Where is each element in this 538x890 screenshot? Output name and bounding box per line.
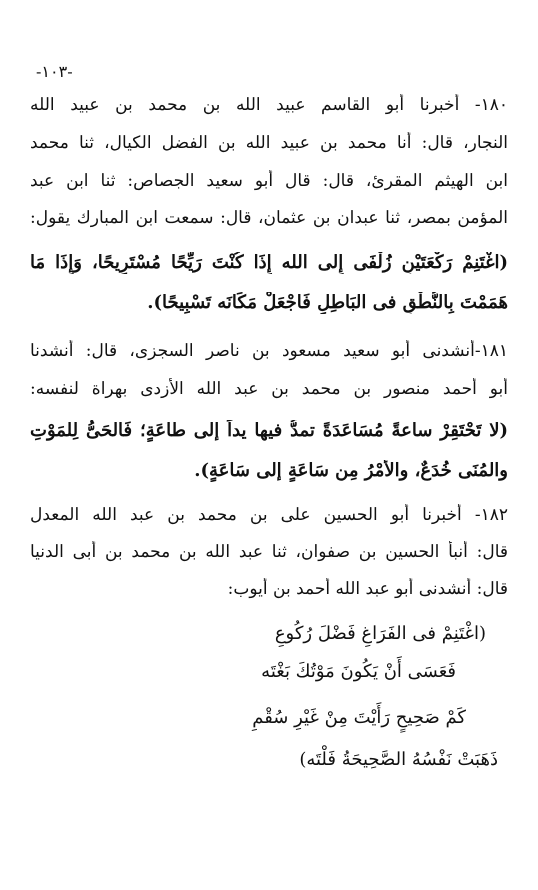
quote-line: والمُنَى خُدَعٌ، والأَمْرُ مِن سَاعَةٍ إلى سَاعَةٍ). bbox=[194, 460, 508, 481]
quote-line: (اغْتَنِمْ رَكْعَتَيْنِ زُلْفَى إِلى الله إِذَا كُنْتَ رَيِّحًا مُسْتَرِيحًا، وَإِذَا مَا bbox=[30, 252, 508, 273]
text-line: ١٨٢- أخبرنا أبو الحسين على بن محمد بن عبد الله المعدل bbox=[30, 505, 508, 525]
poem-verse: (اغْتَنِمْ فى الفَرَاغِ فَضْلَ رُكُوعِ bbox=[274, 623, 486, 644]
quote-line: هَمَمْتَ بِالنُّطْقِ فى البَاطِلِ فَاجْعَلْ مَكَانَه تَسْبِيحًا). bbox=[147, 292, 508, 313]
text-line: أبو أحمد منصور بن محمد بن عبد الله الأزدى بهراة لنفسه: bbox=[30, 379, 508, 399]
text-line: ١٨١-أنشدنى أبو سعيد مسعود بن ناصر السجزى، قال: أنشدنا bbox=[30, 341, 508, 361]
page-number: -١٠٣- bbox=[36, 62, 73, 81]
text-line: النجار، قال: أنا محمد بن عبيد الله بن الفضل الكيال، ثنا محمد bbox=[30, 133, 508, 153]
text-line: قال: أنبأ الحسين بن صفوان، ثنا عبد الله بن محمد بن أبى الدنيا bbox=[30, 542, 508, 562]
poem-verse: كَمْ صَحِيحٍ رَأَيْتَ مِنْ غَيْرِ سُقْمِ bbox=[252, 707, 466, 728]
text-line: المؤمن بمصر، ثنا عبدان بن عثمان، قال: سمعت ابن المبارك يقول: bbox=[30, 208, 508, 228]
poem-verse: فَعَسَى أَنْ يَكُونَ مَوْتُكَ بَغْتَه bbox=[261, 661, 456, 682]
text-line: ١٨٠- أخبرنا أبو القاسم عبيد الله بن محمد بن عبيد الله bbox=[30, 95, 508, 115]
poem-verse: ذَهَبَتْ نَفْسُهُ الصَّحِيحَةُ فَلْتَه) bbox=[299, 749, 498, 770]
quote-line: (لا تَحْتَقِرْ ساعةً مُسَاعَدَةً تمدُّ فيها يداً إلى طاعَةٍ؛ فَالحَىُّ لِلمَوْتِ bbox=[30, 420, 508, 441]
text-line: قال: أنشدنى أبو عبد الله أحمد بن أيوب: bbox=[227, 579, 508, 599]
text-line: ابن الهيثم المقرئ، قال: قال أبو سعيد الجصاص: ثنا ابن عبد bbox=[30, 171, 508, 191]
